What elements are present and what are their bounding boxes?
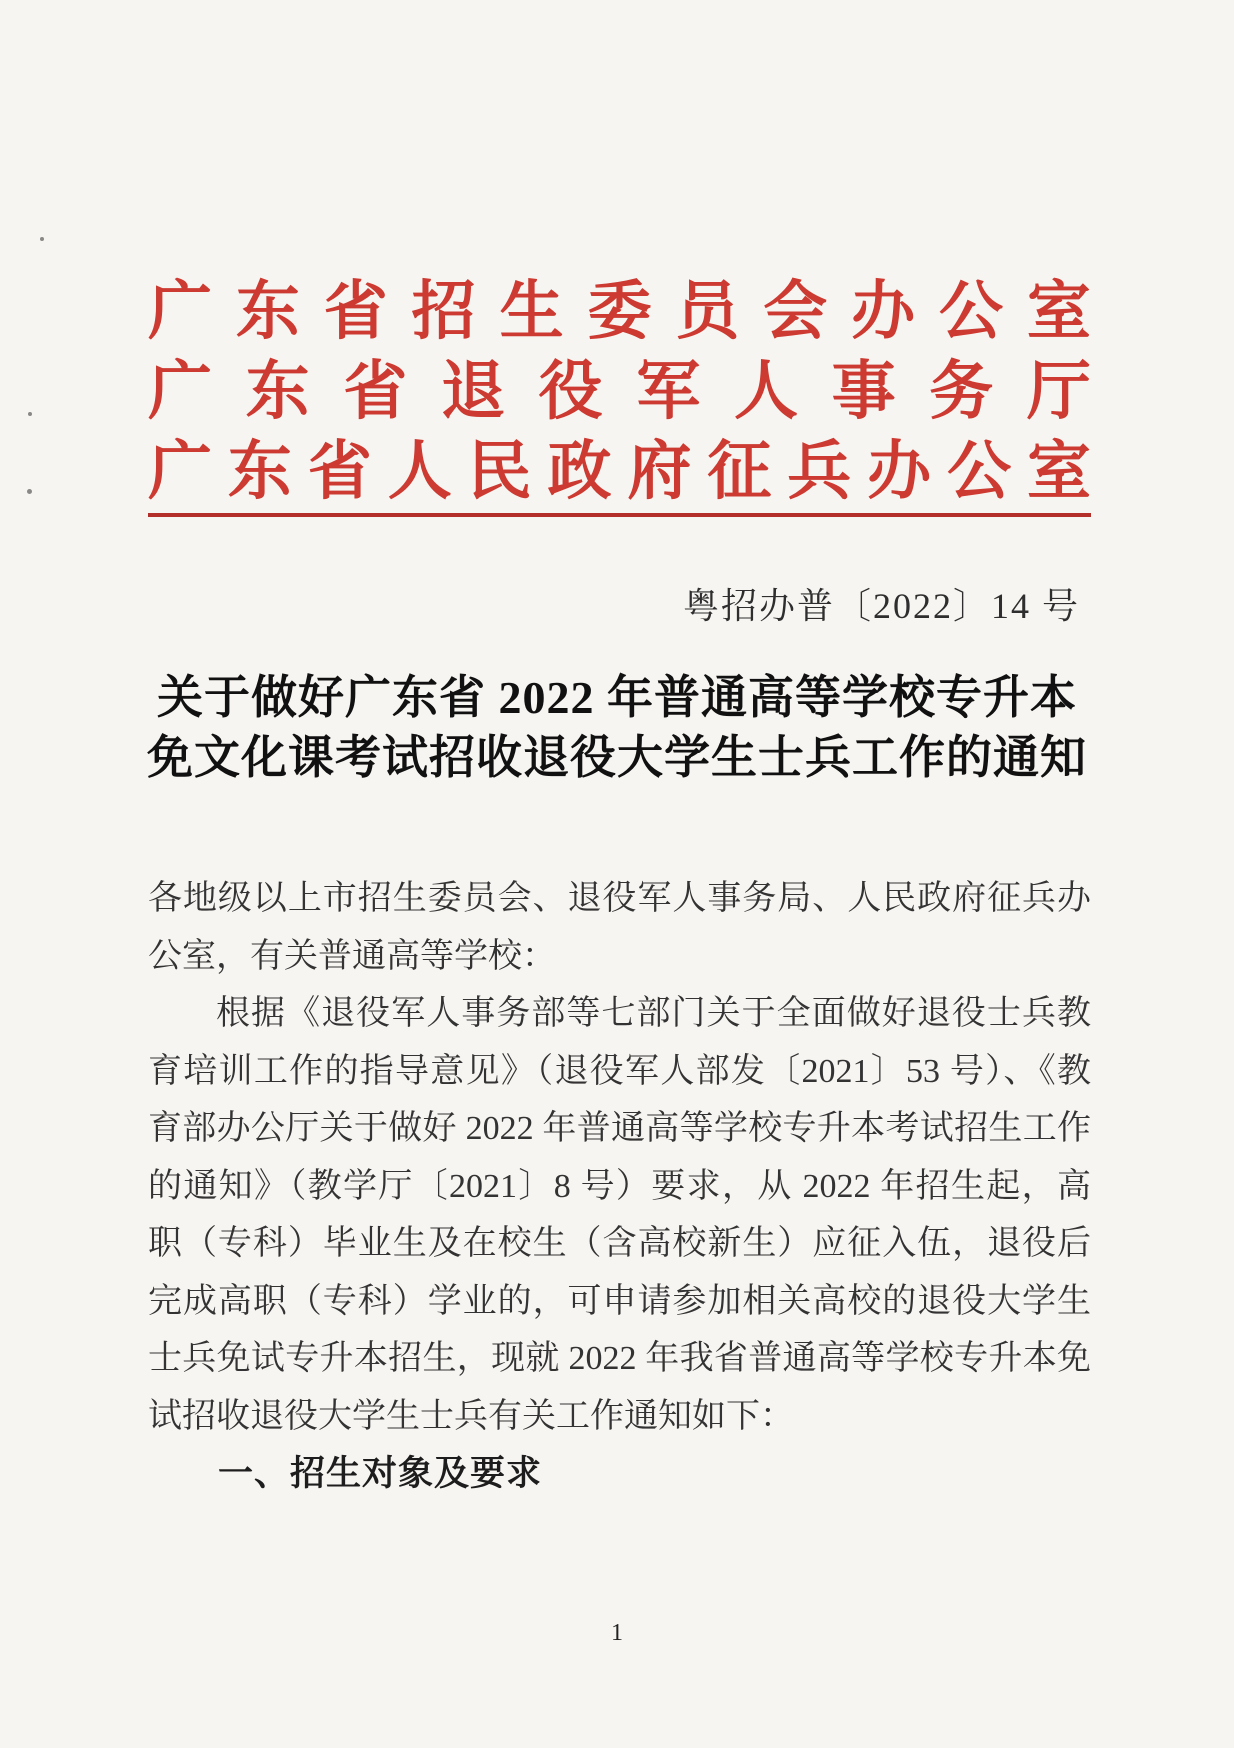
document-title-line-2: 免文化课考试招收退役大学生士兵工作的通知: [147, 732, 1087, 783]
main-paragraph: 根据《退役军人事务部等七部门关于全面做好退役士兵教育培训工作的指导意见》（退役军人部发〔2021〕53 号）、《教育部办公厅关于做好 2022 年普通高等学校专升本考试招生工作的通知》（教学厅〔2021〕8 号）要求，从 2022 年招生起，高职（专科）毕业生及在校生（含高校新生）应征入伍，退役后完成高职（专科）学业的，可申请参加相关高校的退役大学生士兵免试专升本招生，现就 2022 年我省普通高等学校专升本免试招收退役大学生士兵有关工作通知如下：: [148, 995, 1091, 1435]
scan-artifact-dot: [28, 412, 32, 416]
letterhead-divider-line: [148, 513, 1091, 517]
scan-artifact-dot: [27, 489, 32, 494]
scan-artifact-dot: [40, 237, 44, 241]
section-heading-1: 一、招生对象及要求: [218, 1454, 543, 1493]
letterhead-line-1: 广 东 省 招 生 委 员 会 办 公 室: [148, 276, 1091, 347]
document-number: 粤招办普〔2022〕14 号: [682, 586, 1080, 626]
document-title-line-1: 关于做好广东省 2022 年普通高等学校专升本: [157, 672, 1077, 723]
document-body: [148, 870, 1091, 1503]
letterhead-line-2: 广 东 省 退 役 军 人 事 务 厅: [148, 356, 1091, 427]
page-number: 1: [611, 1620, 623, 1646]
salutation-paragraph: 各地级以上市招生委员会、退役军人事务局、人民政府征兵办公室，有关普通高等学校：: [148, 880, 1091, 975]
letterhead-line-3: 广 东 省 人 民 政 府 征 兵 办 公 室: [148, 436, 1091, 507]
document-title: [0, 668, 1234, 788]
letterhead: [148, 266, 1091, 506]
